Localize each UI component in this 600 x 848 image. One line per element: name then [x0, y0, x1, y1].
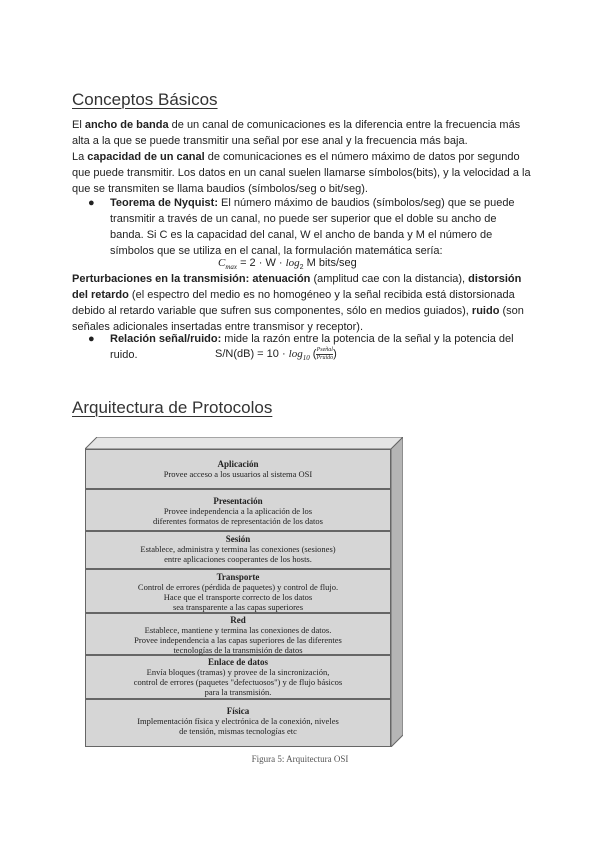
bullet-icon: ● [88, 197, 95, 209]
osi-diagram [85, 437, 403, 747]
osi-layer-fisica: Física Implementación física y electrónica de la conexión, niveles de tensión, mismas tecnologías etc [85, 699, 391, 747]
section-title-arquitectura: Arquitectura de Protocolos [72, 398, 273, 417]
term-ruido: ruido [471, 305, 500, 317]
section-title-conceptos: Conceptos Básicos [72, 90, 218, 109]
paragraph-ancho-banda: El ancho de banda de un canal de comunicaciones es la diferencia entre la frecuencia más alta a la que se puede transmitir una señal por ese anal y la frecuencia más baja. [72, 119, 521, 147]
paragraph-perturbaciones: Perturbaciones en la transmisión: atenuación (amplitud cae con la distancia), distorsión del retardo (el espectro del medio es no homogéneo y la señal recibida está distorsionada debido al retardo variable que sufren sus componentes, sólo en medios guiados), ruido (son señales adicionales insertadas entre transmisor y receptor). [72, 273, 524, 333]
bullet-icon: ● [88, 333, 95, 345]
side-face [391, 437, 403, 747]
osi-layer-presentacion: Presentación Provee independencia a la aplicación de los diferentes formatos de representación de los datos [85, 489, 391, 531]
figure-caption: Figura 5: Arquitectura OSI [251, 754, 349, 764]
bullet-snr: ● Relación señal/ruido: mide la razón entre la potencia de la señal y la potencia del ruido. [88, 333, 514, 361]
osi-layer-red: Red Establece, mantiene y termina las conexiones de datos. Provee independencia a las capas superiores de las diferentes tecnologías de la transmisión de datos [85, 613, 391, 655]
formula-snr: $S/N(dB) = 10 \cdot \log_{10}$ ( $\frac{\text{Pseñal}}{\text{Pruido}}$ ) [215, 346, 337, 363]
term-snr: Relación señal/ruido: [110, 333, 222, 345]
term-capacidad: capacidad de un canal [87, 151, 205, 163]
term-nyquist: Teorema de Nyquist: [110, 197, 218, 209]
term-distorsion: distorsión del retardo [72, 273, 522, 301]
paragraph-capacidad: La capacidad de un canal de comunicaciones es el número máximo de datos por segundo que puede transmitir. Los datos en un canal suelen llamarse símbolos(bits), y la velocidad a la que se transmiten se llama baudios (símbolos/seg o bit/seg). [72, 151, 531, 195]
osi-layer-transporte: Transporte Control de errores (pérdida de paquetes) y control de flujo. Hace que el transporte correcto de los datos sea transparente a las capas superiores [85, 569, 391, 613]
top-face [85, 437, 403, 449]
osi-layer-sesion: Sesión Establece, administra y termina las conexiones (sesiones) entre aplicaciones cooperantes de los hosts. [85, 531, 391, 569]
osi-layer-enlace: Enlace de datos Envía bloques (tramas) y provee de la sincronización, control de errores (paquetes "defectuosos") y de flujo básicos para la transmisión. [85, 655, 391, 699]
formula-nyquist: $C_{max} = 2 \cdot W \cdot \log_2 M$ bits/seg [218, 257, 357, 272]
term-atenuacion: Perturbaciones en la transmisión: atenuación [72, 273, 311, 285]
bullet-nyquist: ● Teorema de Nyquist: El número máximo de baudios (símbolos/seg) que se puede transmitir a través de un canal, no puede ser superior que el doble su ancho de banda. Si C es la capacidad del canal, W el ancho de banda y M el número de símbolos que se utiliza en el canal, la formulación matemática sería: [88, 197, 515, 257]
term-ancho-banda: ancho de banda [84, 119, 169, 131]
fraction: $\frac{\text{Pseñal}}{\text{Pruido}}$ [316, 346, 334, 361]
osi-layer-aplicacion: Aplicación Provee acceso a los usuarios al sistema OSI [85, 449, 391, 489]
